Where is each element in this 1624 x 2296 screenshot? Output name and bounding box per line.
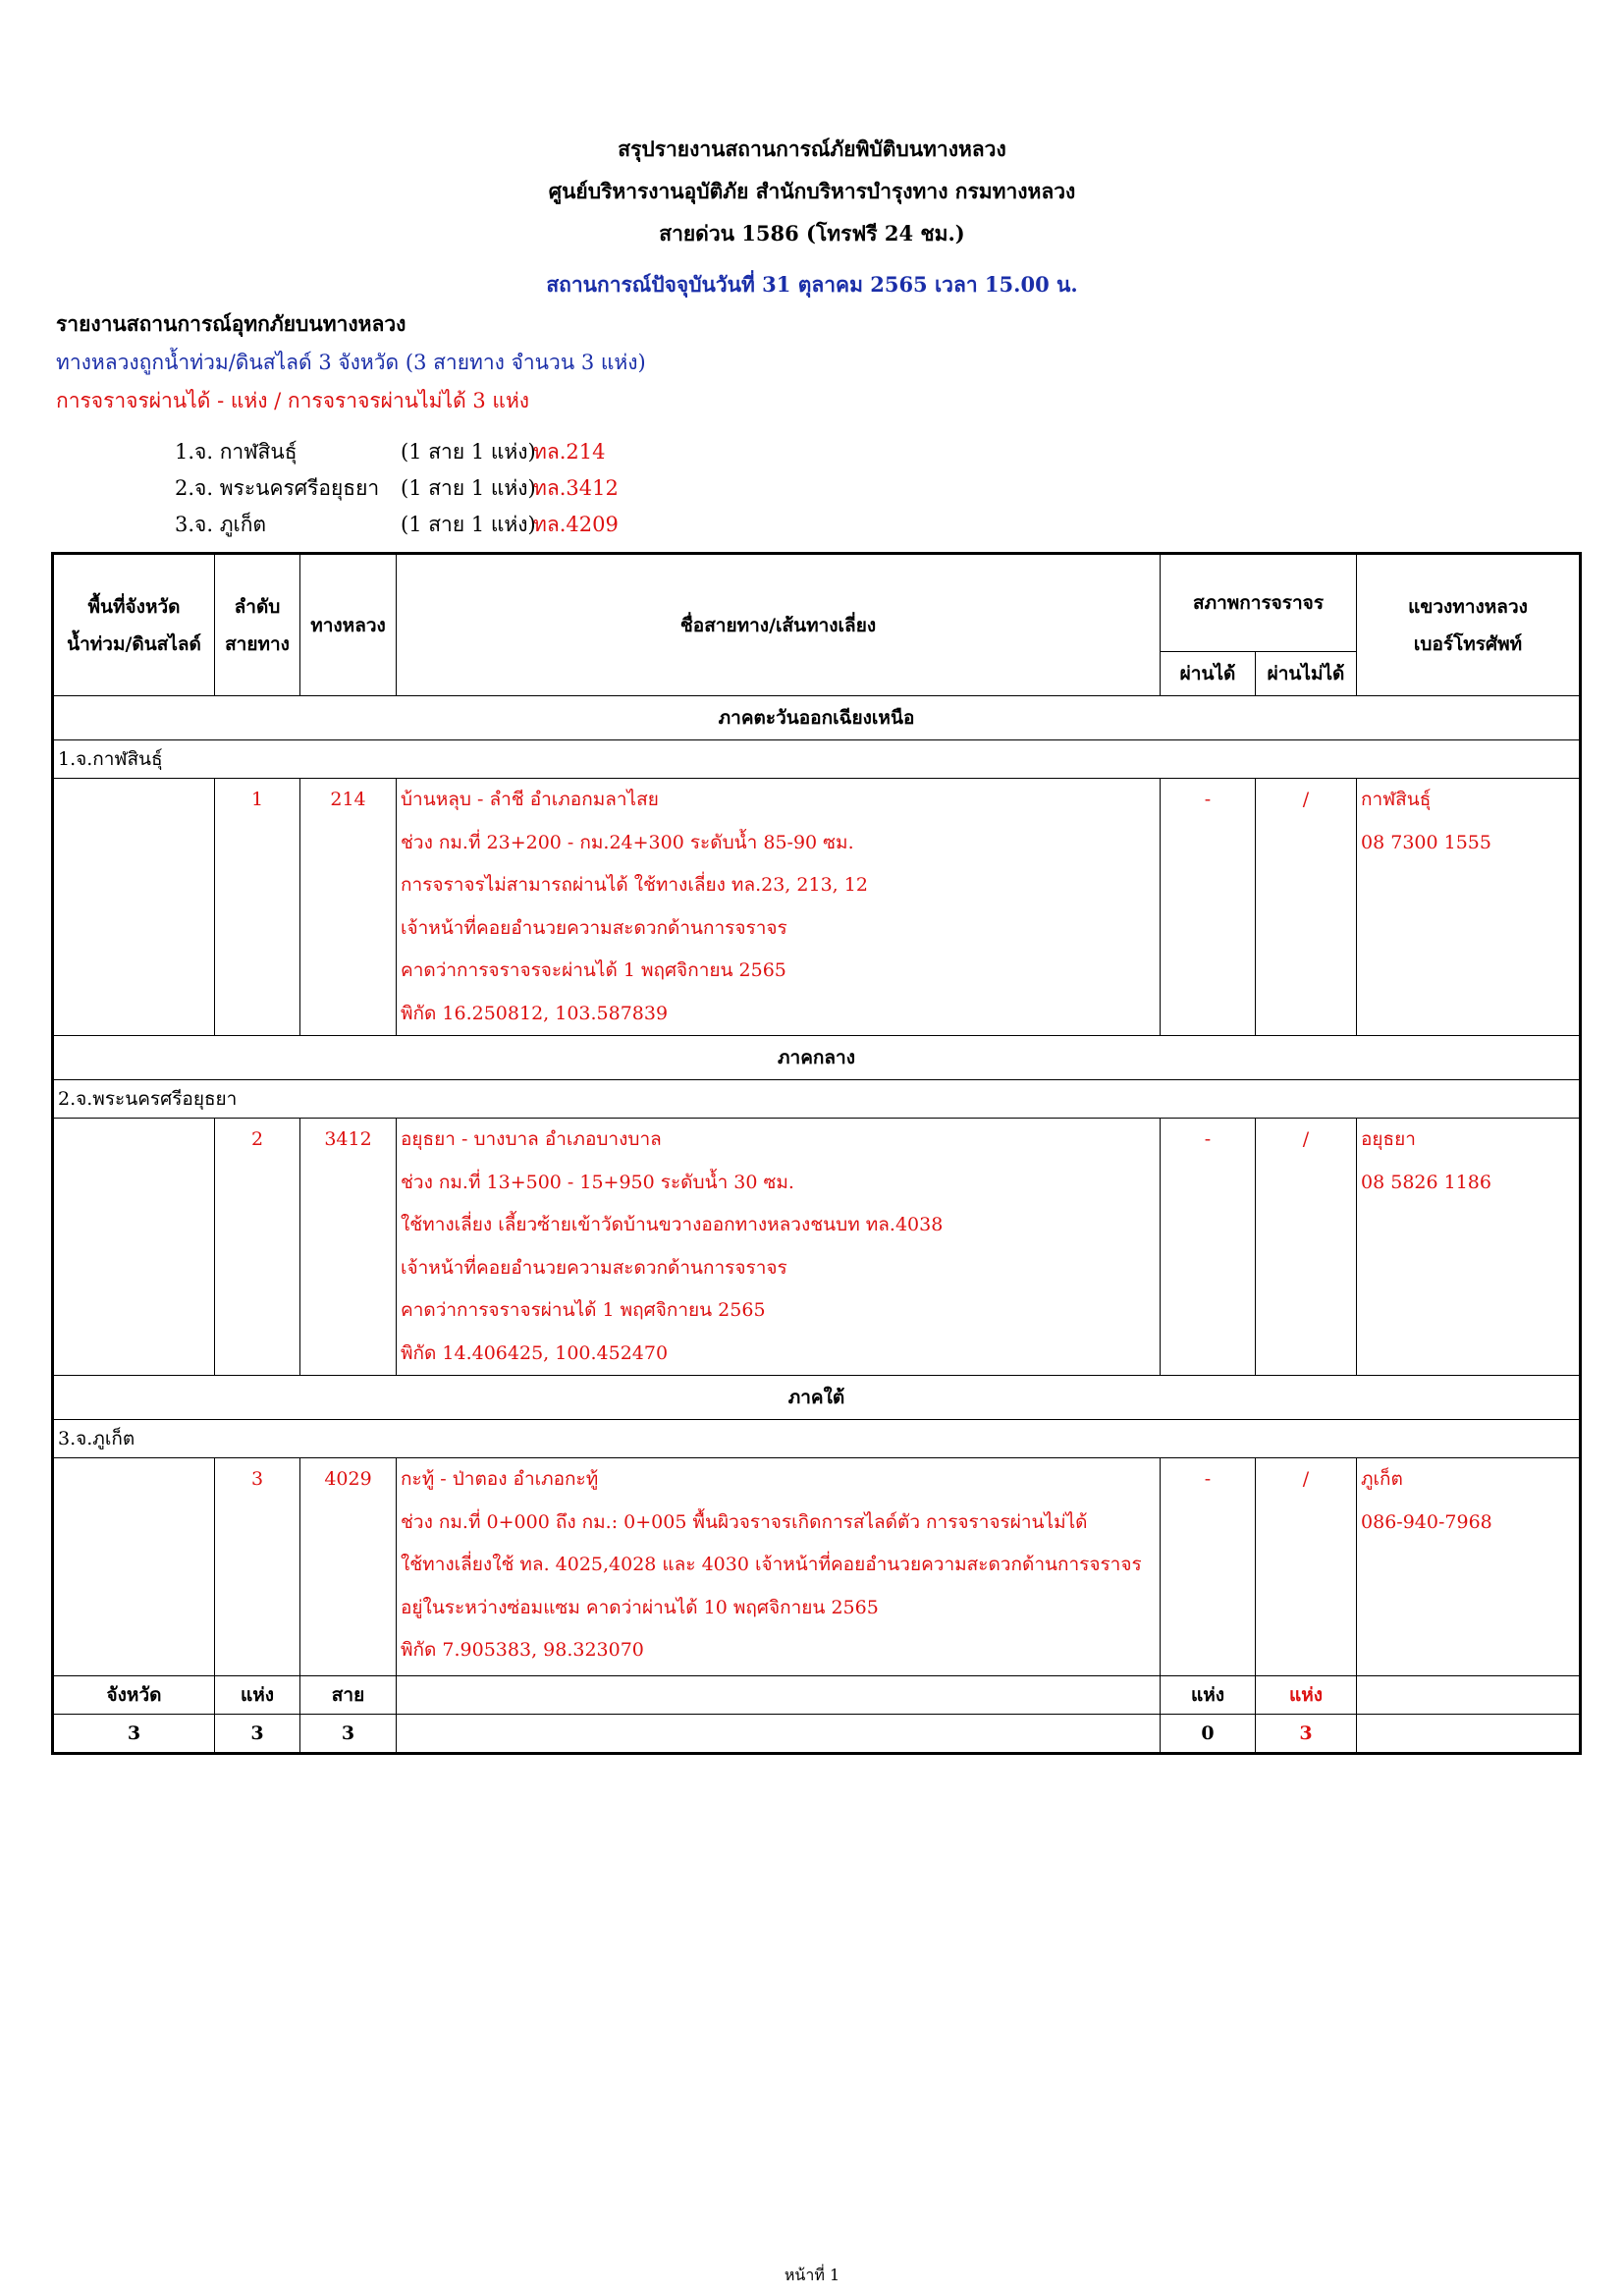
order-cell: 2	[215, 1119, 300, 1376]
flood-table	[51, 552, 1582, 1755]
col-area-line1: พื้นที่จังหวัด	[87, 595, 181, 618]
area-cell	[53, 1119, 215, 1376]
detail-line: ใช้ทางเลี่ยงใช้ ทล. 4025,4028 และ 4030 เจ้าหน้าที่คอยอำนวยความสะดวกด้านการจราจร	[401, 1554, 1142, 1575]
detail-line: ช่วง กม.ที่ 23+200 - กม.24+300 ระดับน้ำ 85-90 ซม.	[401, 831, 854, 853]
detail-line: บ้านหลุบ - ลำชี อำเภอกมลาไสย	[401, 789, 659, 810]
col-area-line2: น้ำท่วม/ดินสไลด์	[67, 632, 201, 655]
detail-line: อยุธยา - บางบาล อำเภอบางบาล	[401, 1128, 662, 1150]
detail-line: เจ้าหน้าที่คอยอำนวยความสะดวกด้านการจราจร	[401, 1256, 787, 1279]
office-name: ภูเก็ต	[1361, 1468, 1403, 1490]
route-detail-cell	[397, 1119, 1161, 1376]
table-row	[53, 1458, 1581, 1676]
detail-line: ช่วง กม.ที่ 13+500 - 15+950 ระดับน้ำ 30 ซม.	[401, 1171, 794, 1193]
flood-summary: ทางหลวงถูกน้ำท่วม/ดินสไลด์ 3 จังหวัด (3 สายทาง จำนวน 3 แห่ง)	[56, 351, 646, 374]
order-cell: 3	[215, 1458, 300, 1676]
col-order	[215, 554, 300, 696]
detail-line: การจราจรไม่สามารถผ่านได้ ใช้ทางเลี่ยง ทล.23, 213, 12	[401, 874, 868, 896]
detail-line: ใช้ทางเลี่ยง เลี้ยวซ้ายเข้าวัดบ้านขวางออกทางหลวงชนบท ทล.4038	[401, 1214, 944, 1235]
col-office	[1357, 554, 1581, 696]
area-cell	[53, 1458, 215, 1676]
total-provinces: 3	[53, 1715, 215, 1754]
total-label-provinces: จังหวัด	[53, 1676, 215, 1715]
impassable-cell: /	[1256, 779, 1357, 1036]
impassable-cell: /	[1256, 1458, 1357, 1676]
office-name: อยุธยา	[1361, 1128, 1416, 1150]
office-cell	[1357, 779, 1581, 1036]
detail-line: ช่วง กม.ที่ 0+000 ถึง กม.: 0+005 พื้นผิวจราจรเกิดการสไลด์ตัว การจราจรผ่านไม่ได้	[401, 1510, 1088, 1533]
passable-cell: -	[1161, 1119, 1256, 1376]
highway-cell: 4029	[300, 1458, 397, 1676]
office-phone: 08 7300 1555	[1361, 831, 1491, 853]
office-name: กาฬสินธุ์	[1361, 789, 1432, 810]
totals-value-row	[53, 1715, 1581, 1754]
detail-line: คาดว่าการจราจรผ่านได้ 1 พฤศจิกายน 2565	[401, 1299, 766, 1321]
col-passable: ผ่านได้	[1161, 652, 1256, 696]
detail-line: พิกัด 14.406425, 100.452470	[401, 1341, 669, 1364]
detail-line: พิกัด 16.250812, 103.587839	[401, 1002, 669, 1024]
province-row: 3.จ.ภูเก็ต	[53, 1420, 1581, 1458]
province-list-name: 2.จ. พระนครศรีอยุธยา	[175, 476, 380, 500]
province-list-count: (1 สาย 1 แห่ง)	[401, 440, 536, 464]
office-phone: 08 5826 1186	[1361, 1171, 1491, 1193]
office-phone: 086-940-7968	[1361, 1510, 1492, 1533]
passable-cell: -	[1161, 779, 1256, 1036]
col-area	[53, 554, 215, 696]
report-title: สรุปรายงานสถานการณ์ภัยพิบัติบนทางหลวง	[618, 137, 1006, 161]
total-nopass: 3	[1256, 1715, 1357, 1754]
total-pass: 0	[1161, 1715, 1256, 1754]
province-list	[175, 437, 764, 545]
page-number: หน้าที่ 1	[784, 2266, 840, 2284]
table-row	[53, 1119, 1581, 1376]
passable-cell: -	[1161, 1458, 1256, 1676]
highway-cell: 3412	[300, 1119, 397, 1376]
impassable-cell: /	[1256, 1119, 1357, 1376]
total-blank	[397, 1715, 1161, 1754]
total-label-office	[1357, 1676, 1581, 1715]
province-list-name: 3.จ. ภูเก็ต	[175, 513, 267, 536]
col-office-line1: แขวงทางหลวง	[1408, 595, 1528, 618]
province-list-count: (1 สาย 1 แห่ง)	[401, 476, 536, 500]
hotline: สายด่วน 1586 (โทรฟรี 24 ชม.)	[659, 221, 965, 246]
province-list-route: ทล.4209	[533, 513, 619, 536]
col-traffic: สภาพการจราจร	[1161, 554, 1357, 652]
col-order-line1: ลำดับ	[234, 595, 281, 618]
col-highway: ทางหลวง	[300, 554, 397, 696]
highway-cell: 214	[300, 779, 397, 1036]
total-label-nopass: แห่ง	[1256, 1676, 1357, 1715]
totals-label-row	[53, 1676, 1581, 1715]
route-detail-cell	[397, 1458, 1161, 1676]
province-row: 1.จ.กาฬสินธุ์	[53, 740, 1581, 779]
total-label-pass: แห่ง	[1161, 1676, 1256, 1715]
office-cell	[1357, 1458, 1581, 1676]
traffic-summary: การจราจรผ่านได้ - แห่ง / การจราจรผ่านไม่ได้ 3 แห่ง	[56, 389, 530, 412]
col-order-line2: สายทาง	[225, 632, 290, 655]
org-name: ศูนย์บริหารงานอุบัติภัย สำนักบริหารบำรุงทาง กรมทางหลวง	[548, 179, 1076, 203]
region-row: ภาคตะวันออกเฉียงเหนือ	[53, 696, 1581, 740]
detail-line: อยู่ในระหว่างซ่อมแซม คาดว่าผ่านได้ 10 พฤศจิกายน 2565	[401, 1596, 879, 1618]
detail-line: พิกัด 7.905383, 98.323070	[401, 1639, 644, 1661]
col-office-line2: เบอร์โทรศัพท์	[1413, 632, 1523, 655]
province-list-name: 1.จ. กาฬสินธุ์	[175, 440, 298, 464]
total-office	[1357, 1715, 1581, 1754]
total-label-routes: สาย	[300, 1676, 397, 1715]
province-list-route: ทล.3412	[533, 476, 619, 500]
col-route-name: ชื่อสายทาง/เส้นทางเลี่ยง	[397, 554, 1161, 696]
detail-line: คาดว่าการจราจรจะผ่านได้ 1 พฤศจิกายน 2565	[401, 959, 786, 981]
province-row: 2.จ.พระนครศรีอยุธยา	[53, 1080, 1581, 1119]
table-row	[53, 779, 1581, 1036]
area-cell	[53, 779, 215, 1036]
detail-line: เจ้าหน้าที่คอยอำนวยความสะดวกด้านการจราจร	[401, 916, 787, 939]
total-label-places: แห่ง	[215, 1676, 300, 1715]
total-places: 3	[215, 1715, 300, 1754]
route-detail-cell	[397, 779, 1161, 1036]
order-cell: 1	[215, 779, 300, 1036]
province-list-route: ทล.214	[533, 440, 606, 464]
detail-line: กะทู้ - ป่าตอง อำเภอกะทู้	[401, 1468, 599, 1490]
total-routes: 3	[300, 1715, 397, 1754]
col-impassable: ผ่านไม่ได้	[1256, 652, 1357, 696]
office-cell	[1357, 1119, 1581, 1376]
region-row: ภาคใต้	[53, 1376, 1581, 1420]
total-label-blank	[397, 1676, 1161, 1715]
region-row: ภาคกลาง	[53, 1036, 1581, 1080]
status-datetime: สถานการณ์ปัจจุบันวันที่ 31 ตุลาคม 2565 เวลา 15.00 น.	[546, 272, 1078, 297]
province-list-count: (1 สาย 1 แห่ง)	[401, 513, 536, 536]
flood-report-title: รายงานสถานการณ์อุทกภัยบนทางหลวง	[56, 311, 406, 336]
